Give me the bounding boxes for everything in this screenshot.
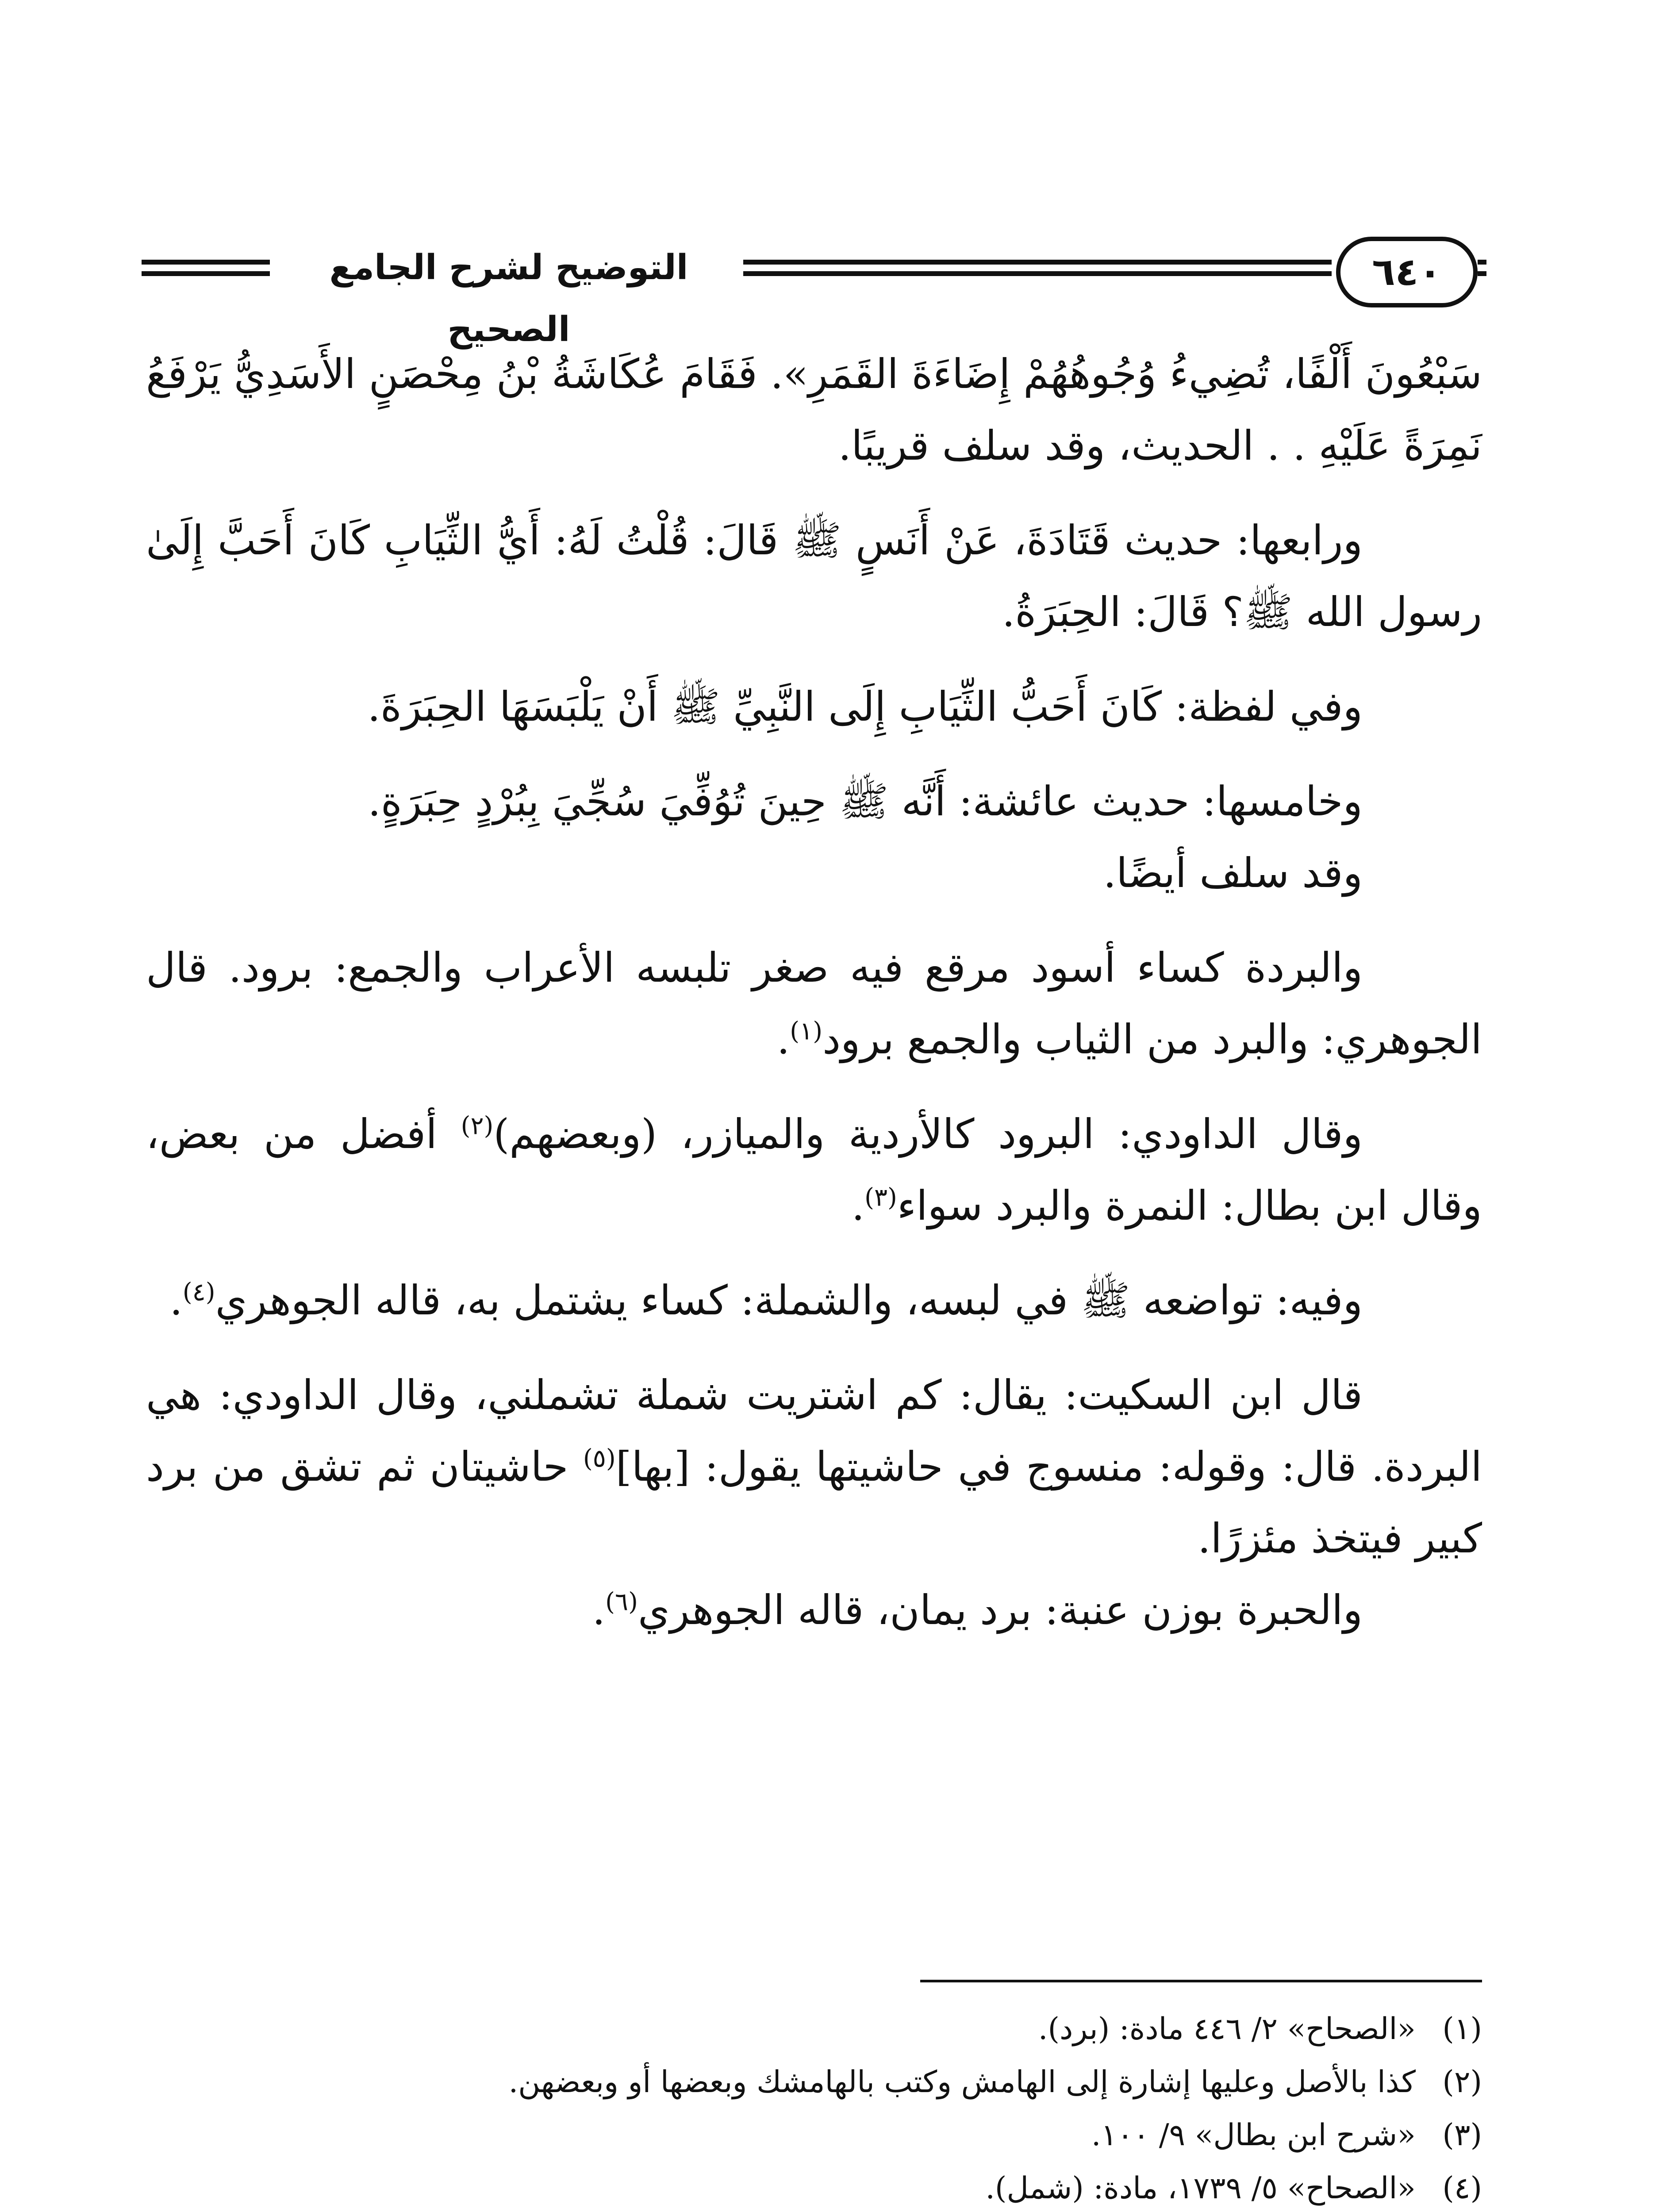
footnote-text: «الصحاح» ٥/ ١٧٣٩، مادة: (شمل). (985, 2171, 1416, 2206)
footnote-marker: (٣) (864, 1183, 897, 1212)
footnotes (142, 2004, 1482, 2212)
running-title: التوضيح لشرح الجامع الصحيح (329, 248, 688, 349)
paragraph: وقال الداودي: البرود كالأردية والميازر، (وبعضهم)$^{(٢)}$ أفضل من بعض، وقال ابن بطال: النمرة والبرد سواء$^{(٣)}$. (146, 1110, 1482, 1229)
paragraph: سَبْعُونَ أَلْفًا، تُضِيءُ وُجُوهُهُمْ إِضَاءَةَ القَمَرِ». فَقَامَ عُكَاشَةُ بْنُ مِحْصَنٍ الأَسَدِيُّ يَرْفَعُ نَمِرَةً عَلَيْهِ . . الحديث، وقد سلف قريبًا. (146, 350, 1482, 469)
header-rule-right (1478, 260, 1486, 276)
footnote-number: (١) (1442, 2012, 1482, 2047)
footnote-marker: (٤) (182, 1278, 215, 1307)
footnote-number: (٤) (1442, 2171, 1482, 2206)
paragraph: والبردة كساء أسود مرقع فيه صغر تلبسه الأعراب والجمع: برود. قال الجوهري: والبرد من الثياب والجمع برود$^{(١)}$. (146, 944, 1482, 1063)
footnote-marker: (٦) (605, 1587, 638, 1617)
paragraph: وقد سلف أيضًا. (1103, 849, 1363, 897)
main-text (146, 338, 1482, 1669)
header-rule-middle (743, 260, 1332, 276)
paragraph: وفي لفظة: كَانَ أَحَبُّ الثِّيَابِ إِلَى النَّبِيِّ ﷺ أَنْ يَلْبَسَهَا الحِبَرَةَ. (367, 683, 1363, 730)
footnote (142, 2163, 1482, 2212)
footnote (142, 2110, 1482, 2161)
footnote-text: «شرح ابن بطال» ٩/ ١٠٠. (1091, 2118, 1416, 2153)
footnote (142, 2004, 1482, 2055)
page-number: ٦٤٠ (1372, 250, 1442, 294)
footnote-text: كذا بالأصل وعليها إشارة إلى الهامش وكتب بالهامشك وبعضها أو وبعضهن. (508, 2065, 1416, 2100)
header-rule-left (142, 260, 270, 276)
page-number-badge (1336, 237, 1478, 307)
paragraph: وفيه: تواضعه ﷺ في لبسه، والشملة: كساء يشتمل به، قاله الجوهري$^{(٤)}$. (169, 1277, 1363, 1324)
footnote (142, 2057, 1482, 2108)
paragraph: والحبرة بوزن عنبة: برد يمان، قاله الجوهري$^{(٦)}$. (592, 1586, 1363, 1634)
footnote-number: (٢) (1442, 2065, 1482, 2100)
paragraph: وخامسها: حديث عائشة: أَنَّه ﷺ حِينَ تُوُفِّيَ سُجِّيَ بِبُرْدٍ حِبَرَةٍ. (368, 778, 1363, 825)
page-header (142, 237, 1482, 349)
paragraph: ورابعها: حديث قَتَادَةَ، عَنْ أَنَسٍ ﷺ قَالَ: قُلْتُ لَهُ: أَيُّ الثِّيَابِ كَانَ أَحَبَّ إِلَىٰ رسول الله ﷺ؟ قَالَ: الحِبَرَةُ. (146, 517, 1482, 636)
footnote-marker: (١) (790, 1017, 823, 1046)
footnote-text: «الصحاح» ٢/ ٤٤٦ مادة: (برد). (1038, 2012, 1416, 2047)
footnote-number: (٣) (1442, 2118, 1482, 2153)
footnote-separator (920, 1980, 1482, 1982)
footnote-marker: (٥) (583, 1444, 616, 1473)
paragraph: قال ابن السكيت: يقال: كم اشتريت شملة تشملني، وقال الداودي: هي البردة. قال: وقوله: منسوج في حاشيتها يقول: [بها]$^{(٥)}$ حاشيتان ثم تشق من برد كبير فيتخذ مئزرًا. (146, 1371, 1482, 1562)
footnote-marker: (٢) (461, 1111, 494, 1141)
